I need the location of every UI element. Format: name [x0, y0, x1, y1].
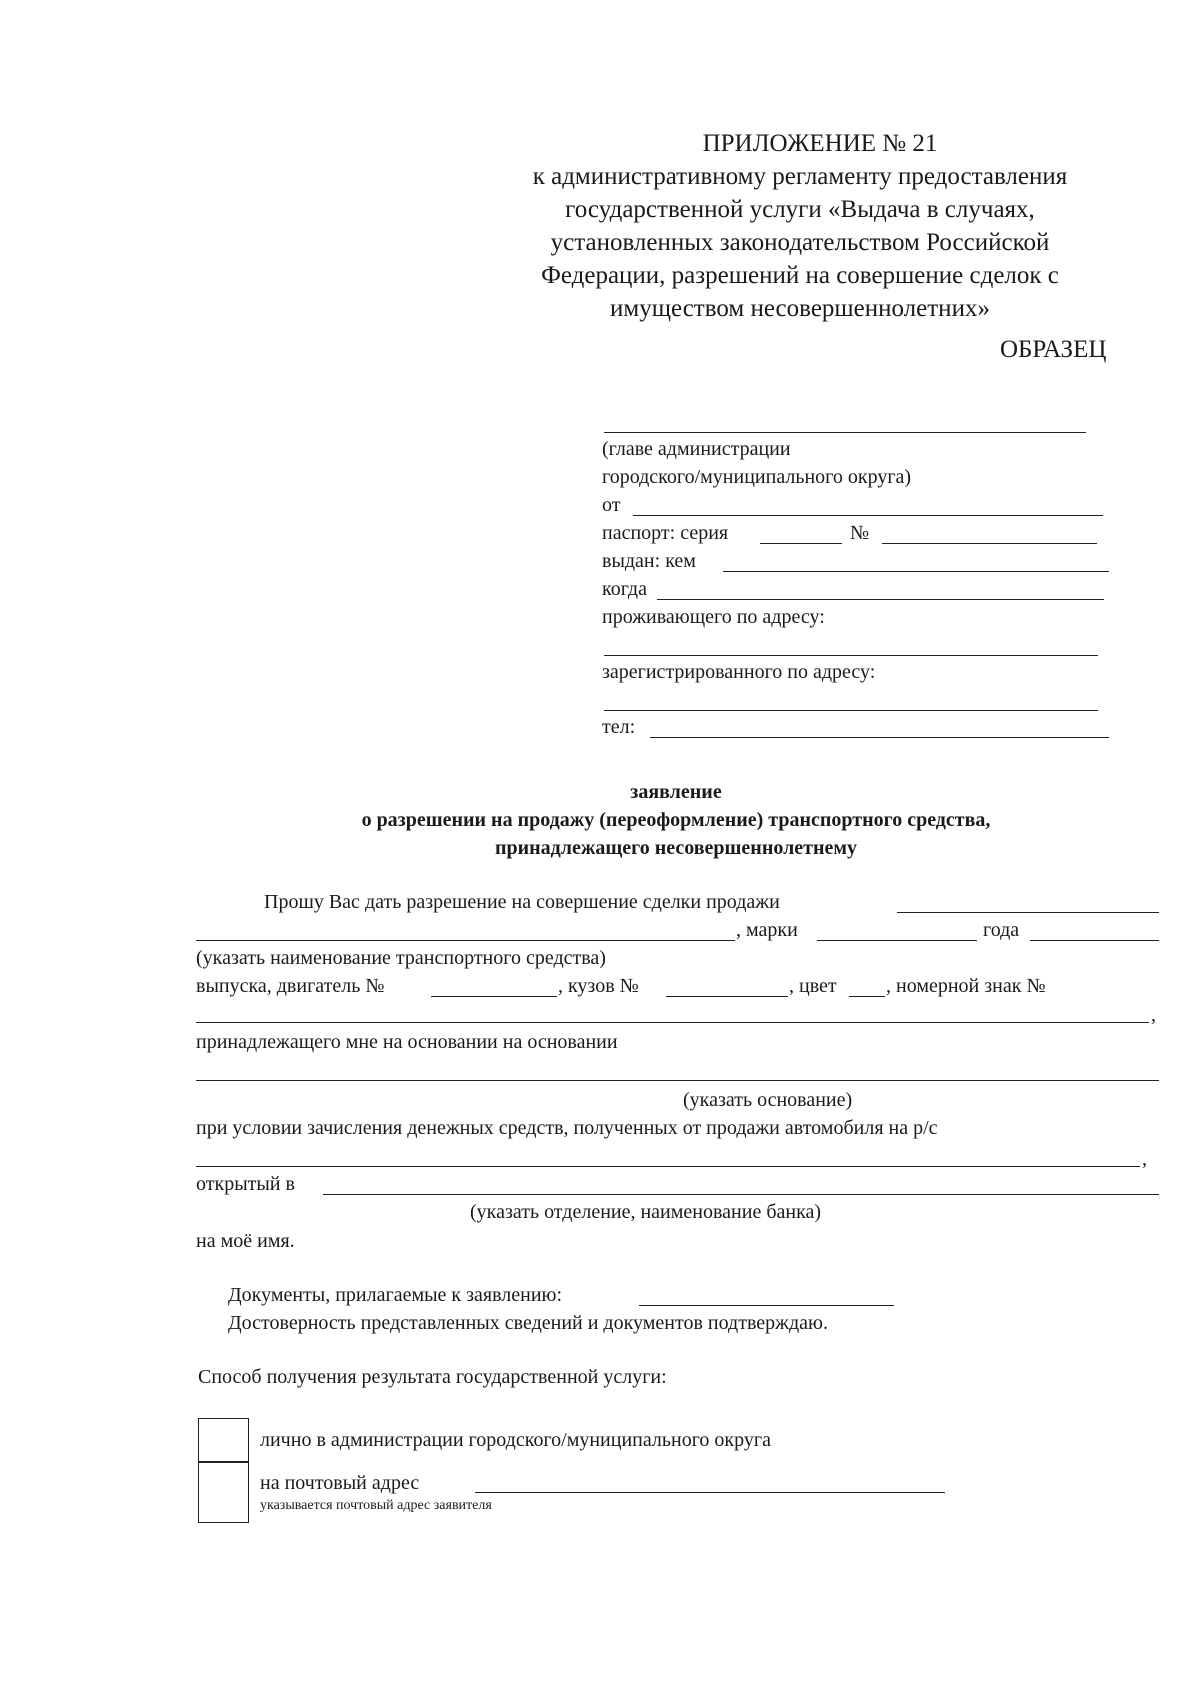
- phone-field[interactable]: [650, 737, 1109, 738]
- when-field[interactable]: [657, 599, 1104, 600]
- color-label: , цвет: [789, 975, 837, 997]
- statement-title: заявление: [630, 781, 722, 803]
- brand-field[interactable]: [817, 940, 977, 941]
- plate-label: , номерной знак №: [886, 975, 1046, 997]
- regulation-line-3: установленных законодательством Российской: [550, 229, 1050, 256]
- account-field[interactable]: [196, 1166, 1140, 1167]
- year-field[interactable]: [1030, 940, 1159, 941]
- basis-hint: (указать основание): [683, 1089, 853, 1111]
- statement-subject-2: принадлежащего несовершеннолетнему: [494, 837, 858, 859]
- confirmation-text: Достоверность представленных сведений и документов подтверждаю.: [228, 1312, 828, 1334]
- bank-field[interactable]: [323, 1194, 1159, 1195]
- engine-field[interactable]: [431, 996, 557, 997]
- regulation-line-1: к административному регламенту предоставления: [532, 163, 1068, 190]
- color-field[interactable]: [849, 996, 885, 997]
- owned-basis-text: принадлежащего мне на основании на основании: [196, 1031, 618, 1053]
- postal-hint: указывается почтовый адрес заявителя: [260, 1498, 492, 1513]
- plate-field[interactable]: [196, 1022, 1149, 1023]
- passport-number-field[interactable]: [882, 543, 1097, 544]
- bank-hint: (указать отделение, наименование банка): [470, 1201, 822, 1223]
- phone-label: тел:: [602, 716, 636, 738]
- body-number-field[interactable]: [666, 996, 788, 997]
- head-label-1: (главе администрации: [602, 438, 791, 460]
- basis-field[interactable]: [196, 1080, 1159, 1081]
- from-label: от: [602, 494, 621, 516]
- request-text: Прошу Вас дать разрешение на совершение сделки продажи: [264, 891, 780, 913]
- regulation-line-4: Федерации, разрешений на совершение сделок с: [541, 262, 1059, 289]
- registration-label: зарегистрированного по адресу:: [602, 661, 876, 683]
- postal-option: на почтовый адрес: [260, 1472, 420, 1494]
- body-label: , кузов №: [558, 975, 639, 997]
- passport-series-field[interactable]: [760, 543, 842, 544]
- residence-label: проживающего по адресу:: [602, 606, 825, 628]
- in-person-checkbox[interactable]: [198, 1418, 249, 1463]
- in-person-option: лично в администрации городского/муниципального округа: [260, 1429, 771, 1451]
- attached-documents-label: Документы, прилагаемые к заявлению:: [228, 1284, 563, 1306]
- account-comma: ,: [1142, 1148, 1147, 1170]
- my-name-text: на моё имя.: [196, 1230, 295, 1252]
- issued-by-label: выдан: кем: [602, 550, 696, 572]
- statement-subject-1: о разрешении на продажу (переоформление) транспортного средства,: [361, 809, 991, 831]
- vehicle-hint: (указать наименование транспортного средства): [196, 947, 606, 969]
- when-label: когда: [602, 578, 647, 600]
- residence-field[interactable]: [604, 655, 1098, 656]
- sample-label: ОБРАЗЕЦ: [1000, 336, 1107, 363]
- attached-documents-field[interactable]: [639, 1305, 894, 1306]
- registration-field[interactable]: [604, 710, 1098, 711]
- regulation-line-5: имуществом несовершеннолетних»: [610, 295, 990, 322]
- appendix-title: ПРИЛОЖЕНИЕ № 21: [702, 130, 938, 157]
- condition-text: при условии зачисления денежных средств, полученных от продажи автомобиля на р/с: [196, 1117, 938, 1139]
- opened-in-label: открытый в: [196, 1173, 295, 1195]
- deal-subject-field[interactable]: [897, 912, 1159, 913]
- vehicle-name-field[interactable]: [196, 940, 735, 941]
- from-field[interactable]: [633, 515, 1103, 516]
- passport-series-label: паспорт: серия: [602, 522, 729, 544]
- postal-address-field[interactable]: [475, 1492, 945, 1493]
- addressee-line[interactable]: [604, 432, 1086, 433]
- issued-by-field[interactable]: [723, 571, 1109, 572]
- passport-number-label: №: [850, 522, 870, 544]
- regulation-line-2: государственной услуги «Выдача в случаях,: [565, 196, 1035, 223]
- brand-label: , марки: [736, 919, 798, 941]
- plate-comma: ,: [1151, 1004, 1156, 1026]
- release-engine-label: выпуска, двигатель №: [196, 975, 385, 997]
- postal-checkbox[interactable]: [198, 1461, 249, 1523]
- receipt-method-label: Способ получения результата государственной услуги:: [198, 1366, 667, 1388]
- year-label: года: [983, 919, 1020, 941]
- head-label-2: городского/муниципального округа): [602, 466, 912, 488]
